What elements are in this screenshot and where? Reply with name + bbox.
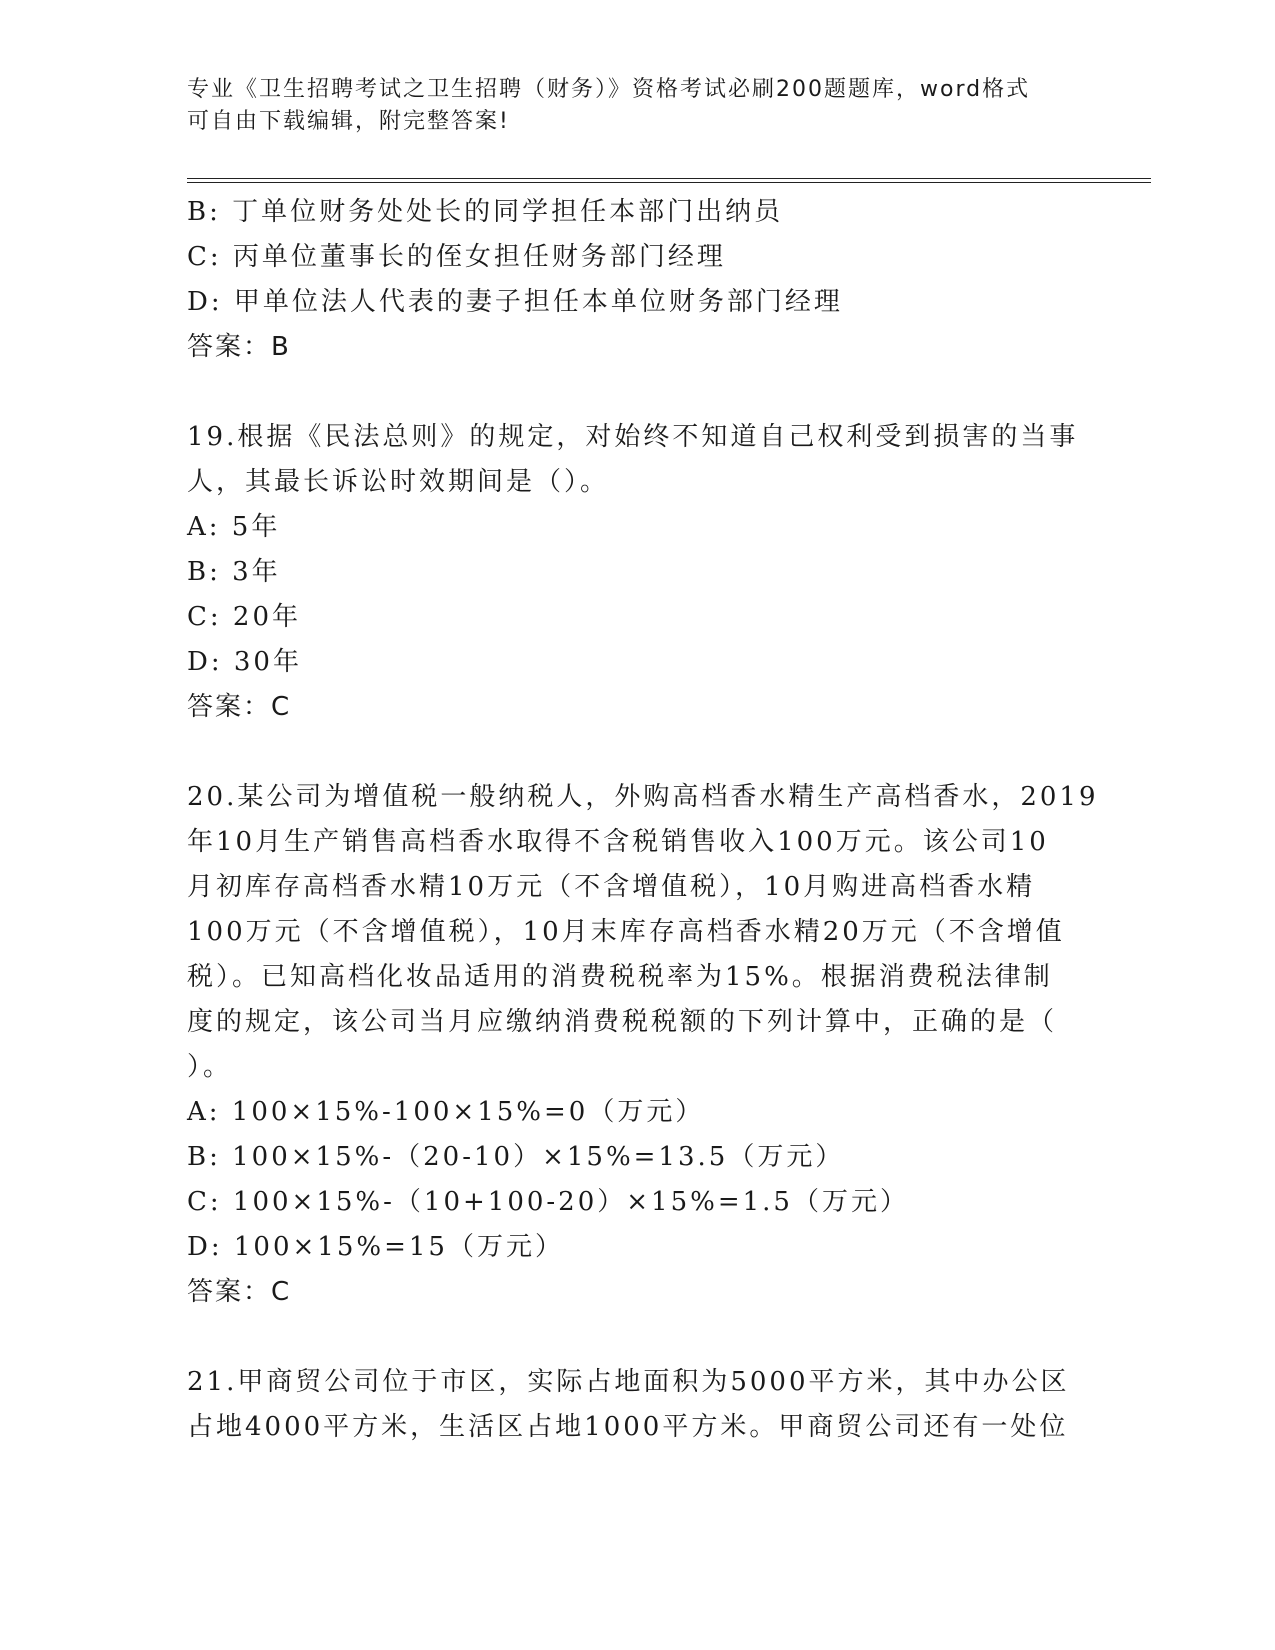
option-a: A: 100×15%-100×15%=0（万元） [187, 1097, 705, 1127]
option-a: A: 5年 [187, 512, 281, 542]
question-20 [187, 775, 1099, 1315]
option-c: C: 100×15%-（10+100-20）×15%=1.5（万元） [187, 1187, 909, 1217]
header-divider-bottom [187, 182, 1151, 183]
option-c: C: 丙单位董事长的侄女担任财务部门经理 [187, 242, 726, 272]
question-text-line: 21.甲商贸公司位于市区，实际占地面积为5000平方米，其中办公区 [187, 1367, 1070, 1397]
header-divider-top [187, 178, 1151, 179]
question-text-line: 年10月生产销售高档香水取得不含税销售收入100万元。该公司10 [187, 827, 1049, 857]
option-d: D: 甲单位法人代表的妻子担任本单位财务部门经理 [187, 287, 843, 317]
question-text-line: 人，其最长诉讼时效期间是（）。 [187, 467, 610, 497]
option-d: D: 30年 [187, 647, 302, 677]
question-21 [187, 1360, 1087, 1450]
option-c: C: 20年 [187, 602, 302, 632]
option-b: B: 3年 [187, 557, 281, 587]
answer-line: 答案：B [187, 332, 291, 362]
question-19 [187, 415, 1087, 730]
question-text-line: 20.某公司为增值税一般纳税人，外购高档香水精生产高档香水，2019 [187, 782, 1099, 812]
question-text-line: 100万元（不含增值税），10月末库存高档香水精20万元（不含增值 [187, 917, 1065, 947]
document-body [187, 190, 1099, 1450]
option-b: B: 丁单位财务处处长的同学担任本部门出纳员 [187, 197, 784, 227]
option-b: B: 100×15%-（20-10）×15%=13.5（万元） [187, 1142, 845, 1172]
header-line-2: 可自由下载编辑，附完整答案! [187, 109, 510, 134]
question-text-line: ）。 [187, 1052, 233, 1082]
question-text-line: 月初库存高档香水精10万元（不含增值税），10月购进高档香水精 [187, 872, 1036, 902]
answer-line: 答案：C [187, 692, 292, 722]
spacer [187, 730, 1087, 775]
prev-question-block [187, 190, 1087, 370]
question-text-line: 度的规定，该公司当月应缴纳消费税税额的下列计算中，正确的是（ [187, 1007, 1058, 1037]
document-header [187, 74, 1067, 138]
question-text-line: 税）。已知高档化妆品适用的消费税税率为15%。根据消费税法律制 [187, 962, 1053, 992]
option-d: D: 100×15%=15（万元） [187, 1232, 564, 1262]
spacer [187, 1315, 1087, 1360]
answer-line: 答案：C [187, 1277, 292, 1307]
spacer [187, 370, 1087, 415]
header-line-1: 专业《卫生招聘考试之卫生招聘（财务）》资格考试必刷200题题库，word格式 [187, 77, 1031, 102]
question-text-line: 19.根据《民法总则》的规定，对始终不知道自己权利受到损害的当事 [187, 422, 1079, 452]
question-text-line: 占地4000平方米，生活区占地1000平方米。甲商贸公司还有一处位 [187, 1412, 1069, 1442]
